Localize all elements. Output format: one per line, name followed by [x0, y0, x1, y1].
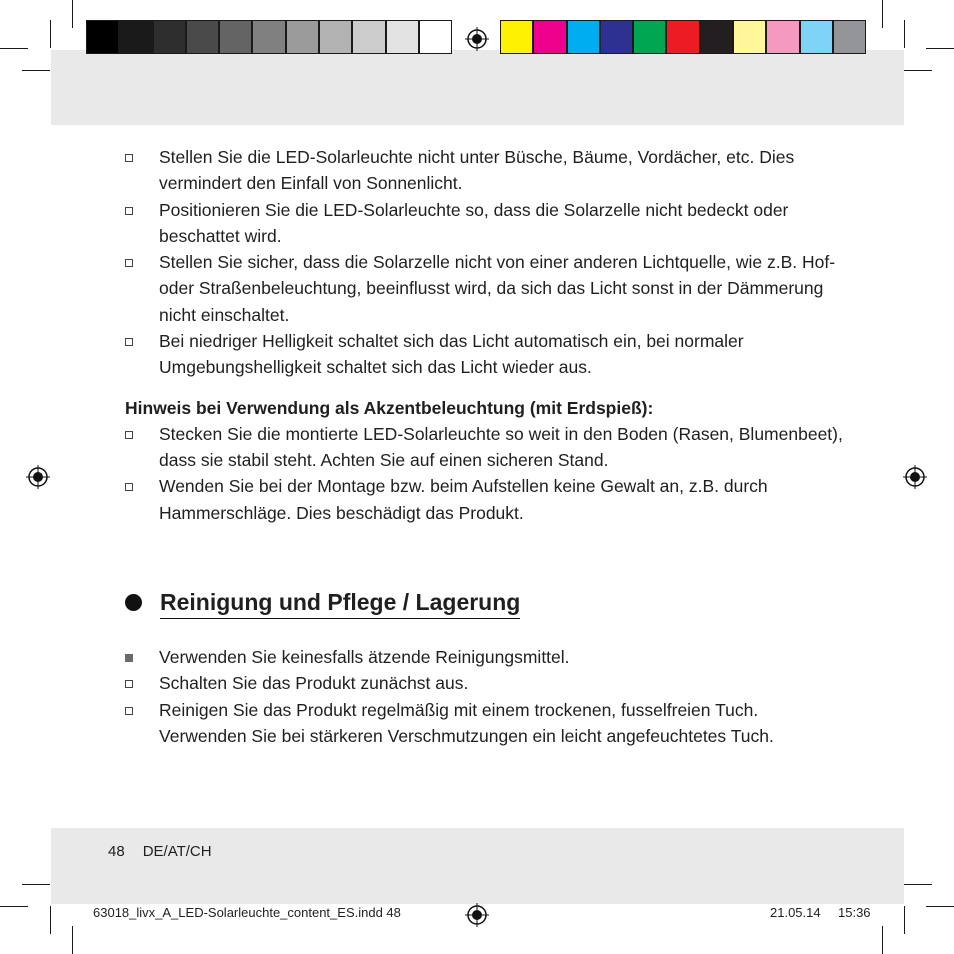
list-item-text: Reinigen Sie das Produkt regelmäßig mit einem trockenen, fusselfreien Tuch. Verwenden Sie bei stärkeren Verschmutzungen ein leicht angefeuchtetes Tuch.: [159, 699, 774, 746]
checkbox-icon: [125, 707, 133, 715]
color-swatch: [700, 20, 733, 54]
list-item: [125, 197, 845, 250]
checkbox-icon: [125, 154, 133, 162]
color-swatch: [186, 20, 219, 54]
filled-square-icon: [125, 654, 133, 662]
list-item-text: Wenden Sie bei der Montage bzw. beim Aufstellen keine Gewalt an, z.B. durch Hammerschläge. Dies beschädigt das Produkt.: [159, 476, 768, 523]
bullet-dot-icon: [125, 594, 142, 611]
list-item-text: Bei niedriger Helligkeit schaltet sich das Licht automatisch ein, bei normaler Umgebungshelligkeit schaltet sich das Licht wieder aus.: [159, 331, 744, 378]
list-item: [125, 249, 845, 328]
crop-mark: [926, 48, 954, 49]
list-item: [125, 473, 845, 526]
grayscale-color-bar: [86, 20, 452, 54]
crop-mark: [22, 884, 50, 885]
slug-date: 21.05.14: [770, 905, 821, 920]
crop-mark: [0, 906, 28, 907]
list-item: [125, 328, 845, 381]
checkbox-icon: [125, 431, 133, 439]
checkbox-icon: [125, 207, 133, 215]
color-swatch: [733, 20, 766, 54]
color-swatch: [86, 20, 119, 54]
color-swatch: [567, 20, 600, 54]
color-swatch: [319, 20, 352, 54]
color-swatch: [386, 20, 419, 54]
crop-mark: [72, 926, 73, 954]
cleaning-block: [125, 644, 845, 749]
list-item-text: Stellen Sie sicher, dass die Solarzelle nicht von einer anderen Lichtquelle, wie z.B. Hof- oder Straßenbeleuchtung, beeinflusst wird, da sich das Licht sonst in der Dämmerung nicht einschaltet.: [159, 252, 836, 325]
header-band: [51, 50, 904, 125]
color-swatch: [286, 20, 319, 54]
list-item-text: Schalten Sie das Produkt zunächst aus.: [159, 673, 469, 694]
list-item-text: Verwenden Sie keinesfalls ätzende Reinigungsmittel.: [159, 647, 570, 667]
crop-mark: [22, 70, 50, 71]
color-swatch: [419, 20, 452, 54]
color-swatch: [219, 20, 252, 54]
color-swatch: [766, 20, 799, 54]
crop-mark: [50, 906, 51, 934]
color-swatch: [833, 20, 866, 54]
checkbox-icon: [125, 338, 133, 346]
registration-mark-icon: [903, 465, 927, 489]
instructions-block: [125, 144, 845, 526]
checkbox-icon: [125, 483, 133, 491]
crop-mark: [0, 48, 28, 49]
crop-mark: [926, 906, 954, 907]
registration-mark-icon: [26, 465, 50, 489]
section-heading: [125, 586, 520, 619]
subheading: Hinweis bei Verwendung als Akzentbeleuchtung (mit Erdspieß):: [125, 397, 654, 418]
color-swatch: [666, 20, 699, 54]
checkbox-icon: [125, 680, 133, 688]
crop-mark: [882, 0, 883, 28]
list-item: [125, 670, 845, 696]
section-title: Reinigung und Pflege / Lagerung: [160, 586, 520, 619]
region-label: DE/AT/CH: [142, 843, 212, 860]
crop-mark: [904, 20, 905, 48]
crop-mark: [72, 0, 73, 28]
color-swatch: [800, 20, 833, 54]
list-item-text: Stellen Sie die LED-Solarleuchte nicht unter Büsche, Bäume, Vordächer, etc. Dies vermindert den Einfall von Sonnenlicht.: [159, 147, 795, 194]
list-item: [125, 644, 845, 670]
crop-mark: [50, 20, 51, 48]
slug-file: 63018_livx_A_LED-Solarleuchte_content_ES.indd 48: [93, 905, 401, 920]
list-item-text: Stecken Sie die montierte LED-Solarleuchte so weit in den Boden (Rasen, Blumenbeet), dass sie stabil steht. Achten Sie auf einen sicheren Stand.: [159, 423, 843, 470]
crop-mark: [904, 70, 932, 71]
page-number: 48: [108, 843, 125, 860]
color-swatch: [119, 20, 152, 54]
list-item: [125, 697, 845, 750]
color-swatch: [252, 20, 285, 54]
crop-mark: [882, 926, 883, 954]
checkbox-icon: [125, 259, 133, 267]
process-color-bar: [500, 20, 866, 54]
registration-mark-icon: [465, 27, 489, 51]
color-swatch: [352, 20, 385, 54]
color-swatch: [153, 20, 186, 54]
slug-time: 15:36: [838, 905, 871, 920]
footer-band: [51, 828, 904, 904]
crop-mark: [904, 884, 932, 885]
color-swatch: [633, 20, 666, 54]
color-swatch: [500, 20, 533, 54]
color-swatch: [600, 20, 633, 54]
registration-mark-icon: [465, 903, 489, 927]
list-item-text: Positionieren Sie die LED-Solarleuchte so, dass die Solarzelle nicht bedeckt oder beschattet wird.: [159, 199, 789, 246]
list-item: [125, 144, 845, 197]
page-footer: [108, 843, 212, 860]
color-swatch: [533, 20, 566, 54]
crop-mark: [904, 906, 905, 934]
list-item: [125, 421, 845, 474]
